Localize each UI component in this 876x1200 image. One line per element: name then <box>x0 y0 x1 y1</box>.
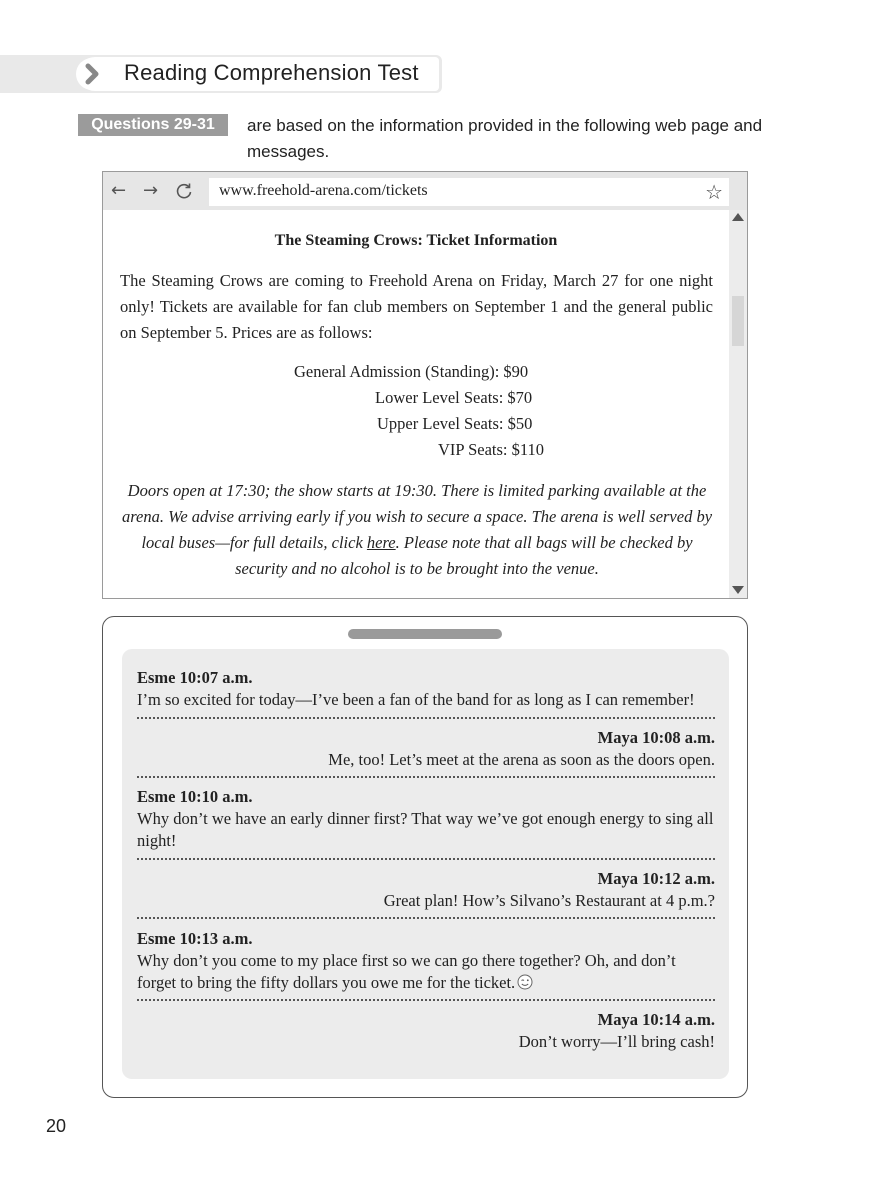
message-sender: Esme 10:13 a.m. <box>137 929 253 948</box>
phone-frame <box>102 616 748 1098</box>
message-text: Don’t worry—I’ll bring cash! <box>518 1032 715 1051</box>
web-page-note <box>117 478 717 582</box>
message-divider <box>137 858 715 860</box>
message-thread <box>122 649 729 1079</box>
address-bar[interactable] <box>209 178 729 206</box>
address-bar-url: www.freehold-arena.com/tickets <box>219 182 428 199</box>
price-lower-level: Lower Level Seats: $70 <box>375 388 533 407</box>
bus-details-link[interactable]: here <box>366 533 396 552</box>
message-text: Me, too! Let’s meet at the arena as soon as the doors open. <box>328 750 715 769</box>
scroll-down-arrow-icon[interactable] <box>732 586 744 594</box>
message-text: I’m so excited for today—I’ve been a fan of the band for as long as I can remember! <box>137 690 695 709</box>
message-divider <box>137 717 715 719</box>
message-4 <box>137 868 715 912</box>
message-divider <box>137 776 715 778</box>
message-sender: Maya 10:14 a.m. <box>597 1010 715 1029</box>
message-2 <box>137 727 715 771</box>
message-divider <box>137 999 715 1001</box>
winking-face-icon <box>517 974 533 990</box>
bookmark-star-icon[interactable]: ☆ <box>705 180 723 204</box>
price-vip: VIP Seats: $110 <box>438 440 545 459</box>
message-text-content: Why don’t you come to my place first so we can go there together? Oh, and don’t forget to bring the fifty dollars you owe me for the ticket. <box>137 951 676 992</box>
phone-speaker <box>348 629 502 639</box>
message-text: Why don’t we have an early dinner first? That way we’ve got enough energy to sing all night! <box>137 809 714 850</box>
message-3 <box>137 786 715 852</box>
message-divider <box>137 917 715 919</box>
message-5 <box>137 928 715 994</box>
note-text-before-link: Doors open at 17:30; the show starts at 19:30. There is limited parking available at the arena. We advise arriving early if you wish to secure a space. The arena is well served by local buses—for full details, click <box>121 481 713 552</box>
back-arrow-icon[interactable]: ← <box>111 180 127 201</box>
message-6 <box>137 1009 715 1053</box>
scroll-up-arrow-icon[interactable] <box>732 213 744 221</box>
chevron-right-icon <box>76 58 108 90</box>
scrollbar-thumb[interactable] <box>732 296 744 346</box>
page-title: Reading Comprehension Test <box>124 60 419 85</box>
questions-badge: Questions 29-31 <box>78 114 228 136</box>
scrollbar[interactable] <box>729 210 747 598</box>
web-page-intro: The Steaming Crows are coming to Freehold Arena on Friday, March 27 for one night only! Tickets are available for fan club members on September 1 and the general public on September 5. Prices are as follows: <box>120 271 713 342</box>
message-sender: Maya 10:08 a.m. <box>597 728 715 747</box>
message-sender: Esme 10:07 a.m. <box>137 668 253 687</box>
forward-arrow-icon[interactable]: → <box>143 180 159 201</box>
reload-icon[interactable] <box>175 180 193 205</box>
price-general-admission: General Admission (Standing): $90 <box>294 362 529 381</box>
price-upper-level: Upper Level Seats: $50 <box>377 414 533 433</box>
message-1 <box>137 667 715 711</box>
note-text-after-link: . Please note that all bags will be checked by security and no alcohol is to be brought into the venue. <box>235 533 693 578</box>
browser-window <box>102 171 748 599</box>
message-text: Great plan! How’s Silvano’s Restaurant at 4 p.m.? <box>383 891 715 910</box>
browser-toolbar <box>103 172 747 210</box>
message-sender: Maya 10:12 a.m. <box>597 869 715 888</box>
page-number: 20 <box>46 1116 67 1136</box>
message-sender: Esme 10:10 a.m. <box>137 787 253 806</box>
web-page-heading: The Steaming Crows: Ticket Information <box>274 232 558 249</box>
questions-instruction: are based on the information provided in the following web page and messages. <box>247 116 763 161</box>
message-text <box>137 950 715 994</box>
